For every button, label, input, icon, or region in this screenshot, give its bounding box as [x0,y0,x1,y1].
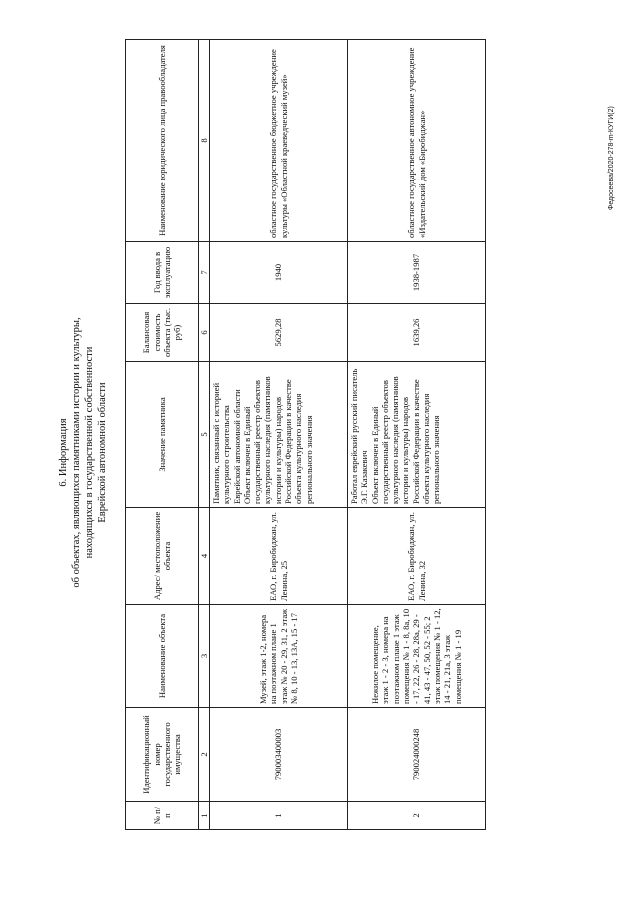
table-row [348,40,486,830]
column-number: 2 [199,708,210,802]
header-cell: Наименование юридического лица правообладателя [126,40,199,242]
row-number: 2 [348,802,486,830]
object-name: Нежилое помещение, этаж 1 - 2 - 3, номера на поэтажном плане 1 этаж помещения № 1 - 8, 8а, 10 - 17, 22, 26 - 28, 28а, 29 - 41, 43 - 47, 50, 52 - 55; 2 этаж помещения № 1 - 12, 14 - 21, 21а, 3 этаж помещения № 1 - 19 [348,605,486,708]
balance-value: 5629,28 [210,304,348,362]
header-cell: № п/п [126,802,199,830]
rights-holder: областное государственное бюджетное учреждение культуры «Областной краеведческий музей» [210,40,348,242]
column-number: 7 [199,242,210,304]
property-id: 790024000248 [348,708,486,802]
document-footer: Федосеева/2020-278-m-КУГИ(2) [608,106,615,210]
rights-holder: областное государственное автономное учреждение «Издательский дом «Биробиджан» [348,40,486,242]
column-number: 3 [199,605,210,708]
balance-value: 1639,26 [348,304,486,362]
monument-significance: Памятник, связанный с историей культурного строительства Еврейской автономной области Объект включен в Единый государственный реестр объектов культурного наследия (памятников истории и культуры) народов Российской Федерации в качестве объекта культурного наследия регионального значения [210,362,348,508]
monuments-table [125,39,486,830]
section-title: 6. Информация [58,418,69,487]
header-cell: Балансовая стоимость объекта (тыс. руб) [126,304,199,362]
object-name: Музей, этаж 1-2, номера на поэтажном плане 1 этаж № 20 - 29, 31, 2 этаж № 8, 10 - 13, 13А, 15 - 17 [210,605,348,708]
section-subtitle-3: Еврейской автономной области [97,382,108,523]
object-address: ЕАО, г. Биробиджан, ул. Ленина, 25 [210,508,348,605]
commission-year: 1940 [210,242,348,304]
property-id: 790003400003 [210,708,348,802]
commission-year: 1938-1987 [348,242,486,304]
column-number-row [199,40,210,830]
column-number: 5 [199,362,210,508]
section-subtitle-1: об объектах, являющихся памятниками истории и культуры, [71,317,82,588]
monument-significance: Работал еврейский русский писатель Э.Г. Казакевич Объект включен в Единый государственный реестр объектов культурного наследия (памятников истории и культуры) народов Российской Федерации в качестве объекта культурного наследия регионального значения [348,362,486,508]
header-cell: Идентификационный номер государственного имущества [126,708,199,802]
table-row [210,40,348,830]
header-cell: Адрес/ местоположение объекта [126,508,199,605]
column-number: 1 [199,802,210,830]
header-cell: Наименование объекта [126,605,199,708]
column-number: 8 [199,40,210,242]
object-address: ЕАО, г. Биробиджан, ул. Ленина, 32 [348,508,486,605]
header-cell: Значение памятника [126,362,199,508]
section-subtitle-2: находящихся в государственной собственности [84,346,95,559]
table-header-row [126,40,199,830]
header-cell: Год ввода в эксплуатацию [126,242,199,304]
row-number: 1 [210,802,348,830]
column-number: 6 [199,304,210,362]
column-number: 4 [199,508,210,605]
